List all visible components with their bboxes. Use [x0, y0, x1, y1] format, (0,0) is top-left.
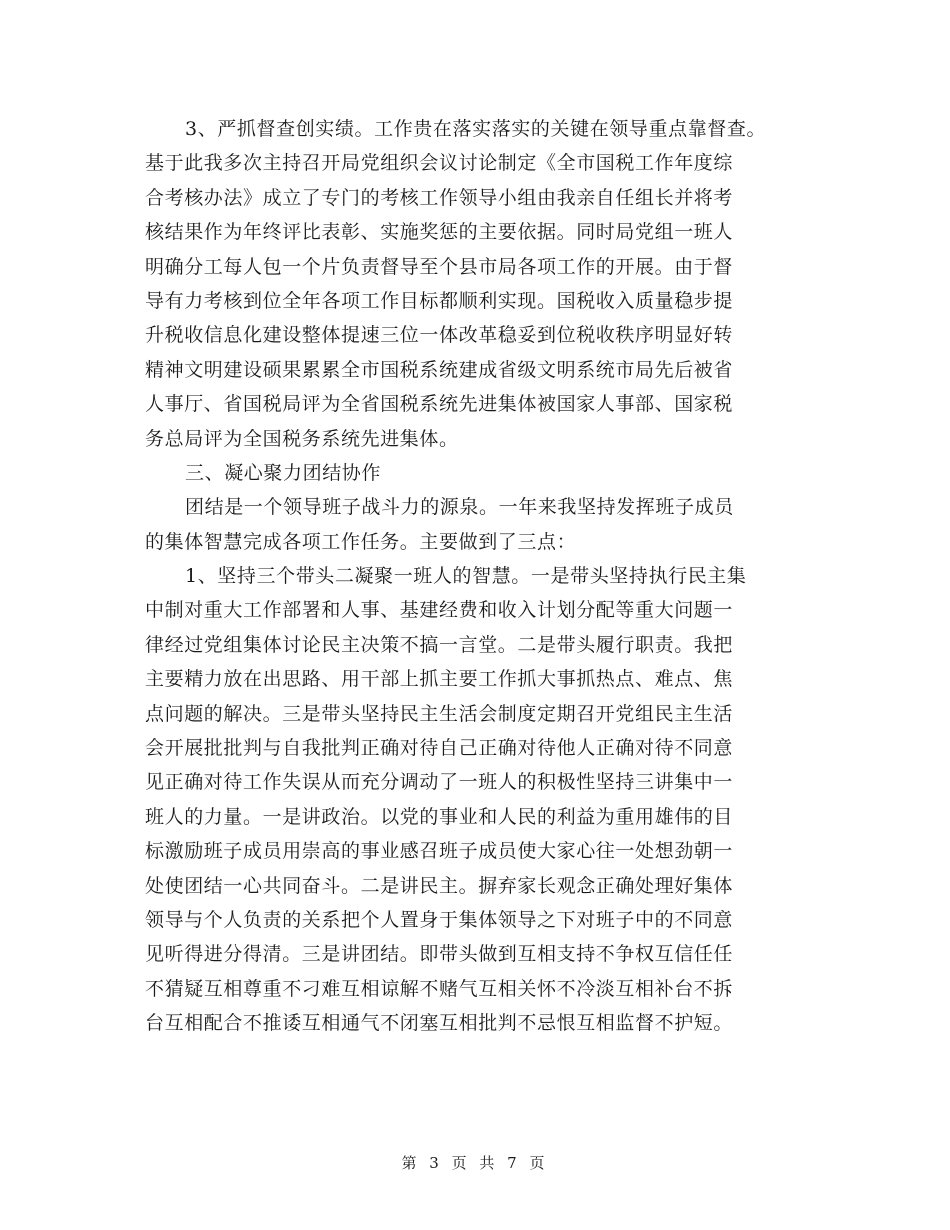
page-number-footer: 第 3 页 共 7 页 [401, 1154, 549, 1172]
document-body [145, 112, 805, 1041]
text-line: 处使团结一心共同奋斗。二是讲民主。摒弃家长观念正确处理好集体 [145, 874, 734, 897]
text-line: 见听得进分得清。三是讲团结。即带头做到互相支持不争权互信任任 [145, 943, 734, 966]
text-line: 1、坚持三个带头二凝聚一班人的智慧。一是带头坚持执行民主集 [185, 565, 747, 588]
text-line: 主要精力放在出思路、用干部上抓主要工作抓大事抓热点、难点、焦 [145, 668, 734, 691]
text-line: 务总局评为全国税务系统先进集体。 [145, 427, 459, 450]
text-line: 领导与个人负责的关系把个人置身于集体领导之下对班子中的不同意 [145, 908, 734, 931]
text-line: 合考核办法》成立了专门的考核工作领导小组由我亲自任组长并将考 [145, 186, 734, 209]
text-line: 核结果作为年终评比表彰、实施奖惩的主要依据。同时局党组一班人 [145, 221, 734, 244]
text-line: 三、凝心聚力团结协作 [185, 461, 382, 484]
text-line: 台互相配合不推诿互相通气不闭塞互相批判不忌恨互相监督不护短。 [145, 1012, 734, 1035]
text-line: 人事厅、省国税局评为全省国税系统先进集体被国家人事部、国家税 [145, 393, 734, 416]
text-line: 不猜疑互相尊重不刁难互相谅解不赌气互相关怀不冷淡互相补台不拆 [145, 977, 734, 1000]
text-line: 团结是一个领导班子战斗力的源泉。一年来我坚持发挥班子成员 [185, 496, 734, 519]
text-line: 中制对重大工作部署和人事、基建经费和收入计划分配等重大问题一 [145, 599, 734, 622]
text-line: 见正确对待工作失误从而充分调动了一班人的积极性坚持三讲集中一 [145, 771, 734, 794]
text-line: 导有力考核到位全年各项工作目标都顺利实现。国税收入质量稳步提 [145, 289, 734, 312]
text-line: 明确分工每人包一个片负责督导至个县市局各项工作的开展。由于督 [145, 255, 734, 278]
text-line: 班人的力量。一是讲政治。以党的事业和人民的利益为重用雄伟的目 [145, 805, 734, 828]
text-line: 基于此我多次主持召开局党组织会议讨论制定《全市国税工作年度综 [145, 152, 734, 175]
text-line: 的集体智慧完成各项工作任务。主要做到了三点： [145, 530, 577, 553]
text-line: 3、严抓督查创实绩。工作贵在落实落实的关键在领导重点靠督查。 [185, 118, 767, 140]
text-line: 升税收信息化建设整体提速三位一体改革稳妥到位税收秩序明显好转 [145, 324, 734, 347]
text-line: 点问题的解决。三是带头坚持民主生活会制度定期召开党组民主生活 [145, 702, 734, 725]
text-line: 精神文明建设硕果累累全市国税系统建成省级文明系统市局先后被省 [145, 358, 734, 381]
text-line: 律经过党组集体讨论民主决策不搞一言堂。二是带头履行职责。我把 [145, 633, 734, 656]
text-line: 会开展批批判与自我批判正确对待自己正确对待他人正确对待不同意 [145, 737, 734, 760]
text-line: 标激励班子成员用崇高的事业感召班子成员使大家心往一处想劲朝一 [145, 840, 734, 863]
